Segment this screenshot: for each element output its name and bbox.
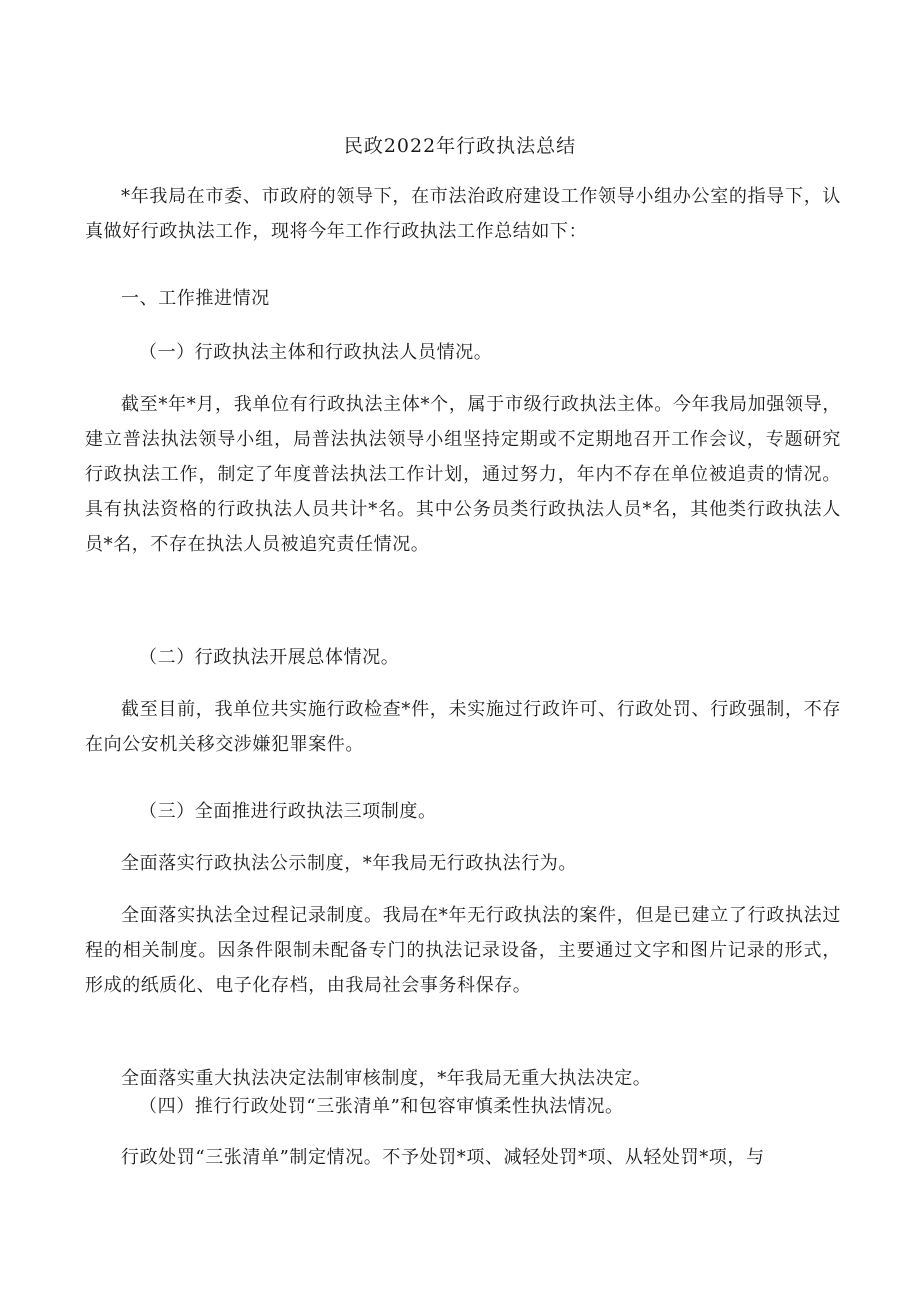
subsection-heading-4: （四）推行行政处罚“三张清单”和包容审慎柔性执法情况。 <box>139 1096 624 1117</box>
subsection-heading-1: （一）行政执法主体和行政执法人员情况。 <box>139 342 493 363</box>
subsection-heading-2: （二）行政执法开展总体情况。 <box>139 647 400 668</box>
paragraph-enforcement-subjects: 截至*年*月，我单位有行政执法主体*个，属于市级行政执法主体。今年我局加强领导，建立普法执法领导小组，局普法执法领导小组坚持定期或不定期地召开工作会议，专题研究行政执法工作，制定了年度普法执法工作计划，通过努力，年内不存在单位被追责的情况。具有执法资格的行政执法人员共计*名。其中公务员类行政执法人员*名，其他类行政执法人员*名，不存在执法人员被追究责任情况。 <box>85 394 841 555</box>
paragraph-publicity-system: 全面落实行政执法公示制度，*年我局无行政执法行为。 <box>121 853 577 874</box>
subsection-heading-3: （三）全面推进行政执法三项制度。 <box>139 801 437 822</box>
document-title: 民政2022年行政执法总结 <box>343 135 577 157</box>
section-heading-1: 一、工作推进情况 <box>121 288 270 309</box>
paragraph-recording-system: 全面落实执法全过程记录制度。我局在*年无行政执法的案件，但是已建立了行政执法过程的相关制度。因条件限制未配备专门的执法记录设备，主要通过文字和图片记录的形式，形成的纸质化、电子化存档，由我局社会事务科保存。 <box>85 905 841 996</box>
paragraph-three-lists: 行政处罚“三张清单”制定情况。不予处罚*项、减轻处罚*项、从轻处罚*项，与 <box>121 1147 765 1168</box>
intro-paragraph: *年我局在市委、市政府的领导下，在市法治政府建设工作领导小组办公室的指导下，认真做好行政执法工作，现将今年工作行政执法工作总结如下： <box>85 186 841 242</box>
paragraph-legal-review-system: 全面落实重大执法决定法制审核制度，*年我局无重大执法决定。 <box>121 1068 652 1089</box>
paragraph-enforcement-overview: 截至目前，我单位共实施行政检查*件，未实施过行政许可、行政处罚、行政强制，不存在向公安机关移交涉嫌犯罪案件。 <box>85 699 841 755</box>
